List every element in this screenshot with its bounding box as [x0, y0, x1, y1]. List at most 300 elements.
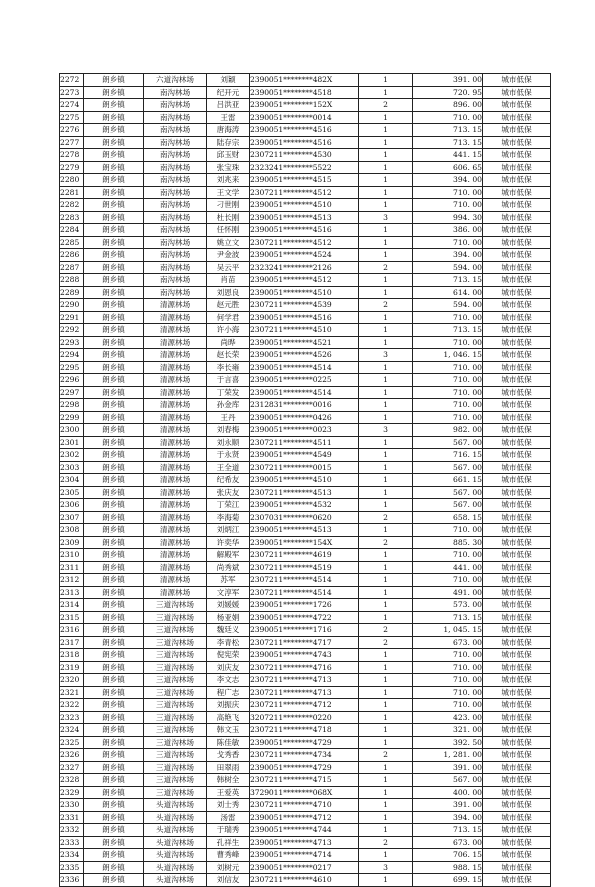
table-row — [60, 349, 551, 362]
amount-cell: 441. 15 — [413, 149, 483, 162]
town-cell: 朗乡镇 — [84, 286, 144, 299]
village-cell: 头道沟林场 — [144, 824, 207, 837]
village-cell: 南沟林场 — [144, 149, 207, 162]
name-cell: 任怀刚 — [207, 224, 250, 237]
name-cell: 邱玉财 — [207, 149, 250, 162]
name-cell: 赵长荣 — [207, 349, 250, 362]
row-number: 2300 — [60, 424, 84, 437]
row-number: 2324 — [60, 724, 84, 737]
name-cell: 王文学 — [207, 186, 250, 199]
assistance-type-cell: 城市低保 — [483, 449, 551, 462]
village-cell: 三道沟林场 — [144, 636, 207, 649]
name-cell: 王丹 — [207, 411, 250, 424]
table-row — [60, 124, 551, 137]
village-cell: 三道沟林场 — [144, 736, 207, 749]
village-cell: 三道沟林场 — [144, 699, 207, 712]
assistance-type-cell: 城市低保 — [483, 749, 551, 762]
household-count-cell: 3 — [359, 349, 413, 362]
name-cell: 刘庆友 — [207, 661, 250, 674]
id-number-cell: 2390051********4713 — [250, 836, 359, 849]
id-number-cell: 2390051********482X — [250, 74, 359, 87]
town-cell: 朗乡镇 — [84, 824, 144, 837]
row-number: 2307 — [60, 511, 84, 524]
household-count-cell: 1 — [359, 411, 413, 424]
assistance-type-cell: 城市低保 — [483, 711, 551, 724]
assistance-type-cell: 城市低保 — [483, 274, 551, 287]
town-cell: 朗乡镇 — [84, 224, 144, 237]
assistance-type-cell: 城市低保 — [483, 161, 551, 174]
household-count-cell: 1 — [359, 249, 413, 262]
row-number: 2303 — [60, 461, 84, 474]
household-count-cell: 1 — [359, 386, 413, 399]
name-cell: 张庆友 — [207, 486, 250, 499]
village-cell: 清源林场 — [144, 411, 207, 424]
row-number: 2289 — [60, 286, 84, 299]
amount-cell: 710. 00 — [413, 236, 483, 249]
village-cell: 清源林场 — [144, 299, 207, 312]
row-number: 2273 — [60, 86, 84, 99]
assistance-type-cell: 城市低保 — [483, 374, 551, 387]
household-count-cell: 1 — [359, 711, 413, 724]
table-row — [60, 436, 551, 449]
village-cell: 清源林场 — [144, 461, 207, 474]
household-count-cell: 1 — [359, 586, 413, 599]
household-count-cell: 1 — [359, 474, 413, 487]
row-number: 2278 — [60, 149, 84, 162]
amount-cell: 614. 00 — [413, 286, 483, 299]
village-cell: 南沟林场 — [144, 261, 207, 274]
village-cell: 清源林场 — [144, 311, 207, 324]
town-cell: 朗乡镇 — [84, 661, 144, 674]
household-count-cell: 1 — [359, 174, 413, 187]
household-count-cell: 2 — [359, 636, 413, 649]
assistance-type-cell: 城市低保 — [483, 849, 551, 862]
name-cell: 孙金库 — [207, 399, 250, 412]
household-count-cell: 1 — [359, 799, 413, 812]
id-number-cell: 2390051********4514 — [250, 361, 359, 374]
amount-cell: 710. 00 — [413, 186, 483, 199]
amount-cell: 391. 00 — [413, 761, 483, 774]
name-cell: 许奕华 — [207, 536, 250, 549]
name-cell: 魏廷义 — [207, 624, 250, 637]
village-cell: 清源林场 — [144, 486, 207, 499]
name-cell: 刘兆来 — [207, 174, 250, 187]
household-count-cell: 1 — [359, 236, 413, 249]
name-cell: 吕洪亚 — [207, 99, 250, 112]
id-number-cell: 2307211********4610 — [250, 874, 359, 887]
assistance-type-cell: 城市低保 — [483, 599, 551, 612]
name-cell: 刘信友 — [207, 874, 250, 887]
id-number-cell: 2307211********4512 — [250, 186, 359, 199]
id-number-cell: 2390051********4516 — [250, 136, 359, 149]
row-number: 2329 — [60, 786, 84, 799]
row-number: 2290 — [60, 299, 84, 312]
id-number-cell: 2390051********4729 — [250, 736, 359, 749]
amount-cell: 994. 30 — [413, 211, 483, 224]
household-count-cell: 2 — [359, 299, 413, 312]
table-row — [60, 524, 551, 537]
town-cell: 朗乡镇 — [84, 374, 144, 387]
assistance-type-cell: 城市低保 — [483, 536, 551, 549]
row-number: 2296 — [60, 374, 84, 387]
amount-cell: 400. 00 — [413, 786, 483, 799]
id-number-cell: 3207211********0220 — [250, 711, 359, 724]
table-row — [60, 374, 551, 387]
household-count-cell: 1 — [359, 374, 413, 387]
assistance-type-cell: 城市低保 — [483, 486, 551, 499]
assistance-type-cell: 城市低保 — [483, 786, 551, 799]
row-number: 2331 — [60, 811, 84, 824]
household-count-cell: 2 — [359, 261, 413, 274]
household-count-cell: 1 — [359, 649, 413, 662]
town-cell: 朗乡镇 — [84, 749, 144, 762]
table-row — [60, 836, 551, 849]
household-count-cell: 3 — [359, 211, 413, 224]
town-cell: 朗乡镇 — [84, 99, 144, 112]
table-row — [60, 336, 551, 349]
town-cell: 朗乡镇 — [84, 586, 144, 599]
name-cell: 李长雍 — [207, 361, 250, 374]
id-number-cell: 2307211********4619 — [250, 549, 359, 562]
town-cell: 朗乡镇 — [84, 636, 144, 649]
allowance-roster-table — [59, 73, 551, 887]
name-cell: 刘春梅 — [207, 424, 250, 437]
town-cell: 朗乡镇 — [84, 786, 144, 799]
name-cell: 尚秀斌 — [207, 561, 250, 574]
amount-cell: 394. 00 — [413, 249, 483, 262]
town-cell: 朗乡镇 — [84, 874, 144, 887]
household-count-cell: 3 — [359, 861, 413, 874]
household-count-cell: 1 — [359, 674, 413, 687]
row-number: 2284 — [60, 224, 84, 237]
table-row — [60, 361, 551, 374]
village-cell: 清源林场 — [144, 424, 207, 437]
village-cell: 南沟林场 — [144, 111, 207, 124]
assistance-type-cell: 城市低保 — [483, 724, 551, 737]
town-cell: 朗乡镇 — [84, 536, 144, 549]
household-count-cell: 1 — [359, 736, 413, 749]
assistance-type-cell: 城市低保 — [483, 549, 551, 562]
assistance-type-cell: 城市低保 — [483, 499, 551, 512]
amount-cell: 706. 15 — [413, 849, 483, 862]
amount-cell: 661. 15 — [413, 474, 483, 487]
village-cell: 南沟林场 — [144, 249, 207, 262]
village-cell: 清源林场 — [144, 374, 207, 387]
table-row — [60, 74, 551, 87]
village-cell: 南沟林场 — [144, 174, 207, 187]
assistance-type-cell: 城市低保 — [483, 111, 551, 124]
household-count-cell: 1 — [359, 124, 413, 137]
town-cell: 朗乡镇 — [84, 449, 144, 462]
id-number-cell: 2307211********4715 — [250, 774, 359, 787]
id-number-cell: 2390051********4512 — [250, 274, 359, 287]
amount-cell: 1, 045. 15 — [413, 624, 483, 637]
household-count-cell: 1 — [359, 224, 413, 237]
amount-cell: 710. 00 — [413, 199, 483, 212]
assistance-type-cell: 城市低保 — [483, 586, 551, 599]
household-count-cell: 3 — [359, 424, 413, 437]
village-cell: 南沟林场 — [144, 236, 207, 249]
village-cell: 清源林场 — [144, 324, 207, 337]
name-cell: 程广志 — [207, 686, 250, 699]
village-cell: 三道沟林场 — [144, 674, 207, 687]
town-cell: 朗乡镇 — [84, 274, 144, 287]
household-count-cell: 1 — [359, 599, 413, 612]
id-number-cell: 2390051********4744 — [250, 824, 359, 837]
name-cell: 王全道 — [207, 461, 250, 474]
id-number-cell: 2307211********4513 — [250, 486, 359, 499]
id-number-cell: 2390051********1726 — [250, 599, 359, 612]
town-cell: 朗乡镇 — [84, 611, 144, 624]
household-count-cell: 1 — [359, 86, 413, 99]
amount-cell: 673. 00 — [413, 836, 483, 849]
assistance-type-cell: 城市低保 — [483, 149, 551, 162]
row-number: 2332 — [60, 824, 84, 837]
id-number-cell: 2390051********4743 — [250, 649, 359, 662]
town-cell: 朗乡镇 — [84, 74, 144, 87]
row-number: 2322 — [60, 699, 84, 712]
id-number-cell: 2390051********4714 — [250, 849, 359, 862]
table-row — [60, 386, 551, 399]
assistance-type-cell: 城市低保 — [483, 74, 551, 87]
town-cell: 朗乡镇 — [84, 461, 144, 474]
row-number: 2274 — [60, 99, 84, 112]
row-number: 2292 — [60, 324, 84, 337]
amount-cell: 710. 00 — [413, 574, 483, 587]
table-row — [60, 449, 551, 462]
amount-cell: 491. 00 — [413, 586, 483, 599]
table-row — [60, 686, 551, 699]
table-row — [60, 874, 551, 887]
household-count-cell: 1 — [359, 361, 413, 374]
town-cell: 朗乡镇 — [84, 399, 144, 412]
id-number-cell: 2307031********0620 — [250, 511, 359, 524]
name-cell: 尹金波 — [207, 249, 250, 262]
household-count-cell: 1 — [359, 486, 413, 499]
id-number-cell: 2390051********1716 — [250, 624, 359, 637]
household-count-cell: 1 — [359, 336, 413, 349]
id-number-cell: 2390051********4524 — [250, 249, 359, 262]
name-cell: 纪开元 — [207, 86, 250, 99]
assistance-type-cell: 城市低保 — [483, 199, 551, 212]
village-cell: 南沟林场 — [144, 99, 207, 112]
row-number: 2280 — [60, 174, 84, 187]
amount-cell: 716. 15 — [413, 449, 483, 462]
amount-cell: 567. 00 — [413, 486, 483, 499]
name-cell: 吴云平 — [207, 261, 250, 274]
amount-cell: 1, 046. 15 — [413, 349, 483, 362]
town-cell: 朗乡镇 — [84, 761, 144, 774]
assistance-type-cell: 城市低保 — [483, 674, 551, 687]
id-number-cell: 2390051********4514 — [250, 386, 359, 399]
id-number-cell: 2390051********4513 — [250, 211, 359, 224]
id-number-cell: 2390051********4722 — [250, 611, 359, 624]
name-cell: 尚晔 — [207, 336, 250, 349]
row-number: 2302 — [60, 449, 84, 462]
row-number: 2305 — [60, 486, 84, 499]
town-cell: 朗乡镇 — [84, 574, 144, 587]
name-cell: 高艳飞 — [207, 711, 250, 724]
amount-cell: 713. 15 — [413, 324, 483, 337]
town-cell: 朗乡镇 — [84, 436, 144, 449]
id-number-cell: 2390051********4516 — [250, 311, 359, 324]
table-row — [60, 186, 551, 199]
amount-cell: 710. 00 — [413, 361, 483, 374]
name-cell: 肖苗 — [207, 274, 250, 287]
assistance-type-cell: 城市低保 — [483, 236, 551, 249]
row-number: 2286 — [60, 249, 84, 262]
table-row — [60, 286, 551, 299]
table-row — [60, 611, 551, 624]
assistance-type-cell: 城市低保 — [483, 349, 551, 362]
village-cell: 南沟林场 — [144, 286, 207, 299]
amount-cell: 394. 00 — [413, 174, 483, 187]
table-row — [60, 99, 551, 112]
id-number-cell: 2307211********0015 — [250, 461, 359, 474]
village-cell: 清源林场 — [144, 561, 207, 574]
row-number: 2328 — [60, 774, 84, 787]
village-cell: 清源林场 — [144, 586, 207, 599]
table-row — [60, 761, 551, 774]
id-number-cell: 2390051********4549 — [250, 449, 359, 462]
household-count-cell: 1 — [359, 811, 413, 824]
village-cell: 头道沟林场 — [144, 811, 207, 824]
row-number: 2272 — [60, 74, 84, 87]
town-cell: 朗乡镇 — [84, 311, 144, 324]
amount-cell: 710. 00 — [413, 374, 483, 387]
amount-cell: 567. 00 — [413, 499, 483, 512]
amount-cell: 982. 00 — [413, 424, 483, 437]
town-cell: 朗乡镇 — [84, 424, 144, 437]
table-row — [60, 649, 551, 662]
village-cell: 清源林场 — [144, 574, 207, 587]
household-count-cell: 1 — [359, 561, 413, 574]
assistance-type-cell: 城市低保 — [483, 474, 551, 487]
id-number-cell: 2307211********4713 — [250, 686, 359, 699]
town-cell: 朗乡镇 — [84, 499, 144, 512]
town-cell: 朗乡镇 — [84, 161, 144, 174]
row-number: 2297 — [60, 386, 84, 399]
table-row — [60, 224, 551, 237]
row-number: 2312 — [60, 574, 84, 587]
town-cell: 朗乡镇 — [84, 149, 144, 162]
assistance-type-cell: 城市低保 — [483, 861, 551, 874]
amount-cell: 710. 00 — [413, 699, 483, 712]
id-number-cell: 2390051********4712 — [250, 811, 359, 824]
village-cell: 三道沟林场 — [144, 624, 207, 637]
town-cell: 朗乡镇 — [84, 124, 144, 137]
amount-cell: 594. 00 — [413, 299, 483, 312]
amount-cell: 710. 00 — [413, 411, 483, 424]
name-cell: 文淳军 — [207, 586, 250, 599]
name-cell: 韩文玉 — [207, 724, 250, 737]
household-count-cell: 1 — [359, 436, 413, 449]
amount-cell: 710. 00 — [413, 311, 483, 324]
id-number-cell: 2307211********4512 — [250, 236, 359, 249]
table-row — [60, 786, 551, 799]
household-count-cell: 1 — [359, 661, 413, 674]
table-row — [60, 849, 551, 862]
amount-cell: 713. 15 — [413, 611, 483, 624]
household-count-cell: 2 — [359, 511, 413, 524]
town-cell: 朗乡镇 — [84, 486, 144, 499]
amount-cell: 710. 00 — [413, 399, 483, 412]
table-row — [60, 536, 551, 549]
village-cell: 南沟林场 — [144, 224, 207, 237]
row-number: 2287 — [60, 261, 84, 274]
assistance-type-cell: 城市低保 — [483, 249, 551, 262]
row-number: 2325 — [60, 736, 84, 749]
id-number-cell: 2307211********4511 — [250, 436, 359, 449]
town-cell: 朗乡镇 — [84, 624, 144, 637]
village-cell: 南沟林场 — [144, 186, 207, 199]
town-cell: 朗乡镇 — [84, 774, 144, 787]
table-row — [60, 211, 551, 224]
assistance-type-cell: 城市低保 — [483, 811, 551, 824]
town-cell: 朗乡镇 — [84, 861, 144, 874]
village-cell: 三道沟林场 — [144, 711, 207, 724]
assistance-type-cell: 城市低保 — [483, 186, 551, 199]
amount-cell: 710. 00 — [413, 336, 483, 349]
household-count-cell: 1 — [359, 849, 413, 862]
village-cell: 南沟林场 — [144, 161, 207, 174]
village-cell: 清源林场 — [144, 361, 207, 374]
table-row — [60, 636, 551, 649]
id-number-cell: 2390051********0023 — [250, 424, 359, 437]
household-count-cell: 2 — [359, 99, 413, 112]
name-cell: 于瑞秀 — [207, 824, 250, 837]
town-cell: 朗乡镇 — [84, 711, 144, 724]
id-number-cell: 2307211********4734 — [250, 749, 359, 762]
town-cell: 朗乡镇 — [84, 86, 144, 99]
town-cell: 朗乡镇 — [84, 561, 144, 574]
assistance-type-cell: 城市低保 — [483, 424, 551, 437]
name-cell: 苏军 — [207, 574, 250, 587]
name-cell: 田翠雨 — [207, 761, 250, 774]
assistance-type-cell: 城市低保 — [483, 336, 551, 349]
name-cell: 丁荣江 — [207, 499, 250, 512]
row-number: 2333 — [60, 836, 84, 849]
name-cell: 刘树元 — [207, 861, 250, 874]
id-number-cell: 2390051********4532 — [250, 499, 359, 512]
household-count-cell: 1 — [359, 111, 413, 124]
table-row — [60, 311, 551, 324]
town-cell: 朗乡镇 — [84, 336, 144, 349]
name-cell: 曹秀峰 — [207, 849, 250, 862]
table-row — [60, 511, 551, 524]
row-number: 2335 — [60, 861, 84, 874]
id-number-cell: 2307211********4716 — [250, 661, 359, 674]
assistance-type-cell: 城市低保 — [483, 611, 551, 624]
id-number-cell: 2307211********4514 — [250, 586, 359, 599]
id-number-cell: 2390051********4526 — [250, 349, 359, 362]
row-number: 2319 — [60, 661, 84, 674]
town-cell: 朗乡镇 — [84, 511, 144, 524]
amount-cell: 573. 00 — [413, 599, 483, 612]
name-cell: 唐海涛 — [207, 124, 250, 137]
name-cell: 刘炳江 — [207, 524, 250, 537]
village-cell: 三道沟林场 — [144, 724, 207, 737]
village-cell: 三道沟林场 — [144, 774, 207, 787]
id-number-cell: 2390051********4516 — [250, 124, 359, 137]
assistance-type-cell: 城市低保 — [483, 224, 551, 237]
amount-cell: 710. 00 — [413, 649, 483, 662]
village-cell: 南沟林场 — [144, 124, 207, 137]
amount-cell: 386. 00 — [413, 224, 483, 237]
name-cell: 刘振庆 — [207, 699, 250, 712]
name-cell: 杨亚娟 — [207, 611, 250, 624]
assistance-type-cell: 城市低保 — [483, 686, 551, 699]
